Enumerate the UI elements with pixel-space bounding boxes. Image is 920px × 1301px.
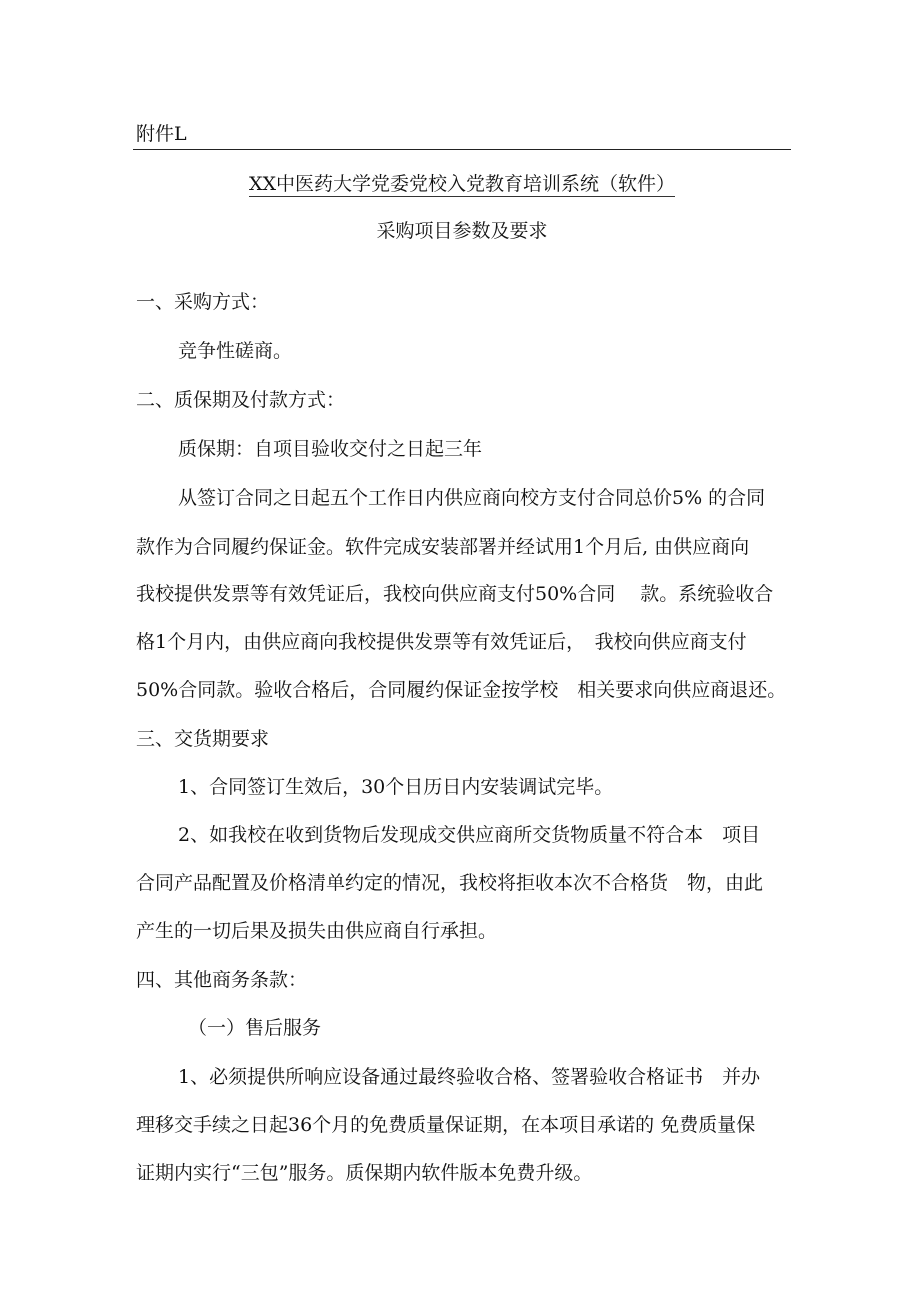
section-4-subheading-after-sales: （一）售后服务: [188, 1017, 322, 1039]
section-2-payment-line-1: 从签订合同之日起五个工作日内供应商向校方支付合同总价5% 的合同: [178, 487, 766, 509]
section-2-payment-line-5: 50%合同款。验收合格后，合同履约保证金按学校 相关要求向供应商退还。: [136, 679, 787, 701]
section-4-item-1-line-3: 证期内实行“三包”服务。质保期内软件版本免费升级。: [136, 1162, 593, 1184]
section-4-item-1-line-1: 1、必须提供所响应设备通过最终验收合格、签署验收合格证书 并办: [178, 1066, 761, 1088]
header-rule: [133, 149, 791, 150]
section-3-item-2-line-3: 产生的一切后果及损失由供应商自行承担。: [136, 920, 498, 942]
section-4-heading: 四、其他商务条款：: [136, 969, 308, 991]
section-2-payment-line-2: 款作为合同履约保证金。软件完成安装部署并经试用1个月后, 由供应商向: [136, 536, 750, 558]
section-1-body: 竞争性磋商。: [178, 340, 293, 362]
section-2-payment-line-4: 格1个月内，由供应商向我校提供发票等有效凭证后， 我校向供应商支付: [136, 631, 747, 653]
document-subtitle: 采购项目参数及要求: [376, 220, 548, 242]
section-1-heading: 一、采购方式：: [136, 291, 270, 313]
section-2-warranty: 质保期：自项目验收交付之日起三年: [178, 438, 483, 460]
attachment-label: 附件L: [136, 123, 187, 145]
document-title: [133, 170, 791, 198]
section-3-item-2-line-2: 合同产品配置及价格清单约定的情况，我校将拒收本次不合格货 物，由此: [136, 872, 764, 894]
section-3-item-1: 1、合同签订生效后，30个日历日内安装调试完毕。: [178, 776, 614, 798]
section-2-payment-line-3: 我校提供发票等有效凭证后，我校向供应商支付50%合同 款。系统验收合: [136, 583, 774, 605]
section-4-item-1-line-2: 理移交手续之日起36个月的免费质量保证期，在本项目承诺的 免费质量保: [136, 1114, 756, 1136]
section-3-item-2-line-1: 2、如我校在收到货物后发现成交供应商所交货物质量不符合本 项目: [178, 824, 761, 846]
section-2-heading: 二、质保期及付款方式：: [136, 389, 346, 411]
document-title-text: XX中医药大学党委党校入党教育培训系统（软件）: [248, 173, 676, 195]
section-3-heading: 三、交货期要求: [136, 728, 270, 750]
